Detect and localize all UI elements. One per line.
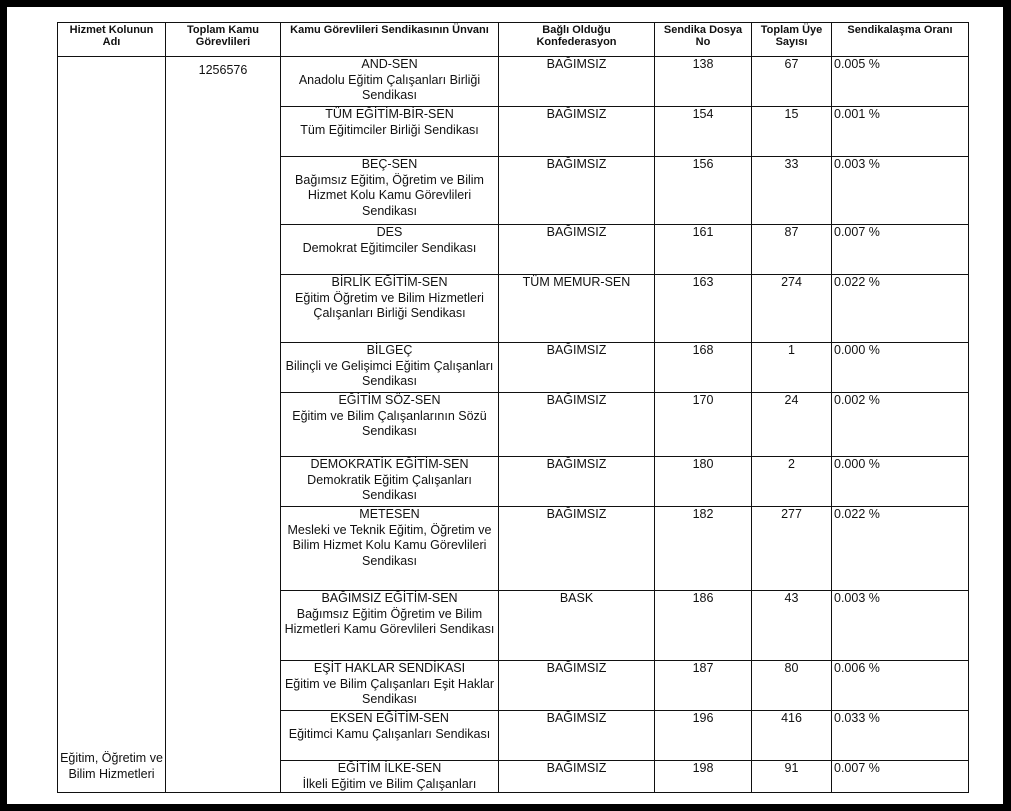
rate-cell: 0.003 % — [832, 591, 969, 661]
file-no-cell: 187 — [655, 661, 752, 711]
union-short-name: EŞİT HAKLAR SENDİKASI — [313, 661, 466, 675]
union-name-cell — [281, 457, 499, 507]
union-short-name: BAĞIMSIZ EĞİTİM-SEN — [321, 591, 458, 605]
union-short-name: DES — [376, 225, 403, 239]
members-cell: 2 — [752, 457, 832, 507]
confederation-cell: BAĞIMSIZ — [499, 761, 655, 793]
union-full-name: Tüm Eğitimciler Birliği Sendikası — [300, 122, 479, 137]
members-cell: 43 — [752, 591, 832, 661]
confederation-cell: BAĞIMSIZ — [499, 457, 655, 507]
table-row — [58, 57, 969, 107]
members-cell: 80 — [752, 661, 832, 711]
union-short-name: BEÇ-SEN — [361, 157, 418, 171]
union-name-cell — [281, 591, 499, 661]
union-short-name: EKSEN EĞİTİM-SEN — [330, 711, 449, 725]
union-short-name: EĞİTİM İLKE-SEN — [337, 761, 442, 775]
members-cell: 87 — [752, 225, 832, 275]
union-name-cell — [281, 343, 499, 393]
union-name-cell — [281, 107, 499, 157]
union-name-cell — [281, 275, 499, 343]
rate-cell: 0.005 % — [832, 57, 969, 107]
confederation-cell: BASK — [499, 591, 655, 661]
union-full-name: Bağımsız Eğitim Öğretim ve Bilim Hizmetleri Kamu Görevlileri Sendikası — [284, 606, 495, 637]
rate-cell: 0.033 % — [832, 711, 969, 761]
members-cell: 277 — [752, 507, 832, 591]
members-cell: 33 — [752, 157, 832, 225]
confederation-cell: BAĞIMSIZ — [499, 157, 655, 225]
rate-cell: 0.022 % — [832, 507, 969, 591]
union-short-name: AND-SEN — [361, 57, 418, 71]
document-page — [7, 7, 1003, 804]
union-short-name: BİLGEÇ — [366, 343, 413, 357]
file-no-cell: 180 — [655, 457, 752, 507]
rate-cell: 0.022 % — [832, 275, 969, 343]
confederation-cell: TÜM MEMUR-SEN — [499, 275, 655, 343]
file-no-cell: 156 — [655, 157, 752, 225]
members-cell: 274 — [752, 275, 832, 343]
members-cell: 91 — [752, 761, 832, 793]
header-union-title: Kamu Görevlileri Sendikasının Ünvanı — [281, 23, 499, 57]
rate-cell: 0.000 % — [832, 343, 969, 393]
confederation-cell: BAĞIMSIZ — [499, 225, 655, 275]
rate-cell: 0.001 % — [832, 107, 969, 157]
confederation-cell: BAĞIMSIZ — [499, 711, 655, 761]
union-name-cell — [281, 57, 499, 107]
union-full-name: Eğitim ve Bilim Çalışanları Eşit Haklar Sendikası — [284, 676, 495, 707]
rate-cell: 0.002 % — [832, 393, 969, 457]
header-total-employees: Toplam Kamu Görevlileri — [166, 23, 281, 57]
file-no-cell: 182 — [655, 507, 752, 591]
union-full-name: Eğitimci Kamu Çalışanları Sendikası — [288, 726, 491, 741]
header-rate: Sendikalaşma Oranı — [832, 23, 969, 57]
file-no-cell: 198 — [655, 761, 752, 793]
file-no-cell: 186 — [655, 591, 752, 661]
confederation-cell: BAĞIMSIZ — [499, 57, 655, 107]
union-name-cell — [281, 157, 499, 225]
union-full-name: Demokratik Eğitim Çalışanları Sendikası — [307, 472, 472, 503]
union-full-name: Bağımsız Eğitim, Öğretim ve Bilim Hizmet Kolu Kamu Görevlileri Sendikası — [295, 172, 484, 218]
members-cell: 67 — [752, 57, 832, 107]
file-no-cell: 154 — [655, 107, 752, 157]
confederation-cell: BAĞIMSIZ — [499, 107, 655, 157]
confederation-cell: BAĞIMSIZ — [499, 661, 655, 711]
union-short-name: BİRLİK EĞİTİM-SEN — [331, 275, 448, 289]
union-full-name: Eğitim Öğretim ve Bilim Hizmetleri Çalışanları Birliği Sendikası — [295, 290, 484, 321]
union-short-name: METESEN — [359, 507, 420, 521]
header-row — [58, 23, 969, 57]
rate-cell: 0.006 % — [832, 661, 969, 711]
file-no-cell: 161 — [655, 225, 752, 275]
rate-cell: 0.003 % — [832, 157, 969, 225]
union-short-name: EĞİTİM SÖZ-SEN — [338, 393, 441, 407]
union-full-name: Anadolu Eğitim Çalışanları Birliği Sendikası — [298, 72, 481, 103]
members-cell: 1 — [752, 343, 832, 393]
union-short-name: DEMOKRATİK EĞİTİM-SEN — [310, 457, 469, 471]
members-cell: 416 — [752, 711, 832, 761]
union-full-name: Mesleki ve Teknik Eğitim, Öğretim ve Bilim Hizmet Kolu Kamu Görevlileri Sendikası — [287, 522, 492, 568]
file-no-cell: 170 — [655, 393, 752, 457]
union-name-cell — [281, 761, 499, 793]
header-file-no: Sendika Dosya No — [655, 23, 752, 57]
file-no-cell: 196 — [655, 711, 752, 761]
service-name-cell: Eğitim, Öğretim ve Bilim Hizmetleri — [58, 57, 166, 793]
union-full-name: Eğitim ve Bilim Çalışanlarının Sözü Sendikası — [292, 408, 487, 439]
confederation-cell: BAĞIMSIZ — [499, 507, 655, 591]
header-service: Hizmet Kolunun Adı — [58, 23, 166, 57]
header-confederation: Bağlı Olduğu Konfederasyon — [499, 23, 655, 57]
file-no-cell: 163 — [655, 275, 752, 343]
union-table — [57, 22, 969, 793]
confederation-cell: BAĞIMSIZ — [499, 343, 655, 393]
file-no-cell: 168 — [655, 343, 752, 393]
union-name-cell — [281, 225, 499, 275]
union-name-cell — [281, 661, 499, 711]
rate-cell: 0.000 % — [832, 457, 969, 507]
union-full-name: Bilinçli ve Gelişimci Eğitim Çalışanları Sendikası — [285, 358, 494, 389]
union-name-cell — [281, 393, 499, 457]
union-full-name: Demokrat Eğitimciler Sendikası — [302, 240, 477, 255]
confederation-cell: BAĞIMSIZ — [499, 393, 655, 457]
header-members: Toplam Üye Sayısı — [752, 23, 832, 57]
members-cell: 24 — [752, 393, 832, 457]
rate-cell: 0.007 % — [832, 761, 969, 793]
union-short-name: TÜM EĞİTİM-BİR-SEN — [325, 107, 454, 121]
rate-cell: 0.007 % — [832, 225, 969, 275]
union-name-cell — [281, 507, 499, 591]
members-cell: 15 — [752, 107, 832, 157]
total-employees-cell: 1256576 — [166, 57, 281, 793]
union-full-name: İlkeli Eğitim ve Bilim Çalışanları — [302, 776, 477, 791]
union-name-cell — [281, 711, 499, 761]
file-no-cell: 138 — [655, 57, 752, 107]
